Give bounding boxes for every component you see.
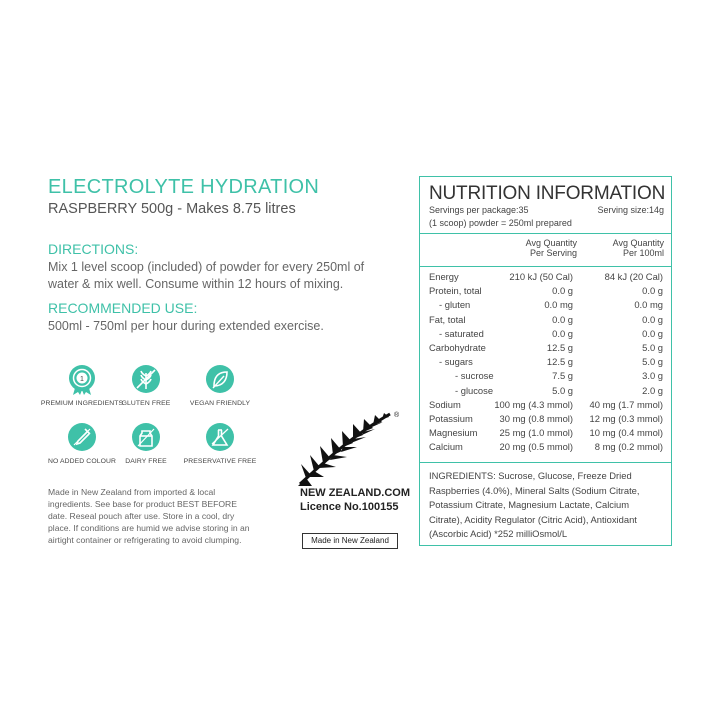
per-100ml-value: 40 mg (1.7 mmol) [589, 398, 663, 410]
recommended-text: 500ml - 750ml per hour during extended exercise. [48, 319, 324, 333]
ingredients-text: INGREDIENTS: Sucrose, Glucose, Freeze Dried Raspberries (4.0%), Mineral Salts (Sodium Citrate, Potassium Citrate, Magnesium Lactate, Calcium Citrate), Acidity Regulator (Citric Acid), Antioxidant (Ascorbic Acid) *252 milliOsmol/L [429, 470, 640, 539]
svg-text:1: 1 [80, 376, 84, 383]
divider [419, 233, 672, 234]
divider [419, 266, 672, 267]
storage-line: ingredients. See base for product BEST BEFORE [48, 499, 237, 509]
col-100ml-line2: Per 100ml [622, 248, 664, 258]
nutrient-label: Carbohydrate [429, 342, 486, 353]
per-serving-value: 30 mg (0.8 mmol) [499, 413, 573, 424]
nutrient-label: - glucose [455, 384, 494, 396]
dropper-crossed-icon [67, 422, 97, 454]
nutrient-label: - sucrose [455, 370, 494, 382]
nutrient-label: Energy [429, 271, 459, 282]
nutrition-row [429, 413, 663, 426]
nutrient-label: - gluten [439, 299, 471, 311]
badge-preservative-free [180, 422, 260, 465]
storage-line: date. Reseal pouch after use. Store in a cool, dry [48, 511, 235, 521]
nutrition-row [429, 342, 663, 355]
storage-line: airtight container or refrigerating to avoid clumping. [48, 535, 242, 545]
silver-fern-logo [298, 408, 408, 488]
badge-grid [40, 364, 270, 474]
servings-per-package: Servings per package:35 [429, 205, 529, 215]
nutrient-label: - saturated [439, 327, 484, 339]
product-title: ELECTROLYTE HYDRATION [48, 176, 320, 198]
nutrition-row [429, 328, 663, 341]
per-100ml-value: 8 mg (0.2 mmol) [594, 441, 663, 453]
per-serving-value: 0.0 mg [544, 299, 573, 311]
badge-label: DAIRY FREE [125, 458, 167, 465]
serving-note: (1 scoop) powder = 250ml prepared [429, 218, 572, 228]
nutrient-label: Magnesium [429, 427, 478, 439]
nutrition-row [429, 370, 663, 383]
per-serving-value: 20 mg (0.5 mmol) [499, 441, 573, 453]
per-100ml-value: 2.0 g [642, 384, 663, 396]
per-serving-value: 0.0 g [552, 327, 573, 339]
per-100ml-value: 0.0 g [642, 313, 663, 325]
badge-label: VEGAN FRIENDLY [189, 400, 251, 407]
per-100ml-value: 5.0 g [642, 356, 663, 368]
per-serving-value: 7.5 g [552, 370, 573, 382]
directions-line-2: water & mix well. Consume within 12 hours of mixing. [48, 277, 344, 291]
per-serving-value: 210 kJ (50 Cal) [509, 271, 573, 282]
nutrient-label: Protein, total [429, 285, 482, 297]
per-100ml-value: 0.0 mg [634, 299, 663, 311]
badge-label: PRESERVATIVE FREE [183, 458, 257, 465]
col-serving-header [526, 238, 577, 258]
per-100ml-value: 5.0 g [642, 342, 663, 353]
nutrition-row [429, 285, 663, 298]
nutrition-row [429, 427, 663, 440]
per-serving-value: 0.0 g [552, 285, 573, 297]
nutrition-row [429, 299, 663, 312]
leaf-icon [205, 364, 235, 396]
nutrition-row [429, 271, 663, 284]
col-100ml-header [613, 238, 664, 258]
badge-label: GLUTEN FREE [121, 400, 171, 407]
nutrition-row [429, 314, 663, 327]
nutrient-label: Fat, total [429, 313, 466, 325]
per-100ml-value: 84 kJ (20 Cal) [604, 271, 663, 282]
nutrition-row [429, 385, 663, 398]
directions-text [48, 259, 398, 293]
badge-label: PREMIUM INGREDIENTS [40, 400, 124, 407]
nutrient-label: Calcium [429, 441, 463, 453]
nz-brand: NEW ZEALAND.COM [300, 487, 410, 499]
nutrition-row [429, 356, 663, 369]
col-100ml-line1: Avg Quantity [612, 238, 664, 248]
per-serving-value: 100 mg (4.3 mmol) [494, 398, 573, 410]
per-100ml-value: 0.0 g [642, 327, 663, 339]
nutrition-title: NUTRITION INFORMATION [429, 183, 666, 204]
nz-licence: Licence No.100155 [300, 501, 399, 513]
badge-gluten-free [106, 364, 186, 407]
storage-notes [48, 486, 288, 546]
per-100ml-value: 12 mg (0.3 mmol) [589, 413, 663, 424]
storage-line: place. If conditions are humid we advise storing in an [48, 523, 250, 533]
product-subtitle: RASPBERRY 500g - Makes 8.75 litres [48, 201, 296, 217]
per-100ml-value: 10 mg (0.4 mmol) [589, 427, 663, 439]
milk-carton-crossed-icon [131, 422, 161, 454]
badge-label: NO ADDED COLOUR [48, 458, 116, 465]
nutrient-label: Potassium [429, 413, 473, 424]
medal-icon [67, 364, 97, 396]
registered-mark: ® [394, 412, 400, 419]
per-100ml-value: 0.0 g [642, 285, 663, 297]
per-serving-value: 12.5 g [546, 356, 573, 368]
per-100ml-value: 3.0 g [642, 370, 663, 382]
nutrition-row [429, 399, 663, 412]
per-serving-value: 25 mg (1.0 mmol) [499, 427, 573, 439]
nutrient-label: Sodium [429, 398, 461, 410]
flask-crossed-icon [205, 422, 235, 454]
divider [419, 462, 672, 463]
directions-line-1: Mix 1 level scoop (included) of powder for every 250ml of [48, 260, 365, 274]
serving-size: Serving size:14g [597, 205, 664, 215]
col-serving-line1: Avg Quantity [525, 238, 577, 248]
nutrient-label: - sugars [439, 356, 473, 368]
per-serving-value: 12.5 g [546, 342, 573, 353]
badge-dairy-free [106, 422, 186, 465]
storage-line: Made in New Zealand from imported & local [48, 487, 216, 497]
badge-vegan [180, 364, 260, 407]
col-serving-line2: Per Serving [529, 248, 577, 258]
per-serving-value: 0.0 g [552, 313, 573, 325]
directions-heading: DIRECTIONS: [48, 241, 139, 257]
per-serving-value: 5.0 g [552, 384, 573, 396]
made-in-nz-badge: Made in New Zealand [302, 533, 398, 549]
recommended-heading: RECOMMENDED USE: [48, 300, 198, 316]
wheat-crossed-icon [131, 364, 161, 396]
nutrition-row [429, 441, 663, 454]
